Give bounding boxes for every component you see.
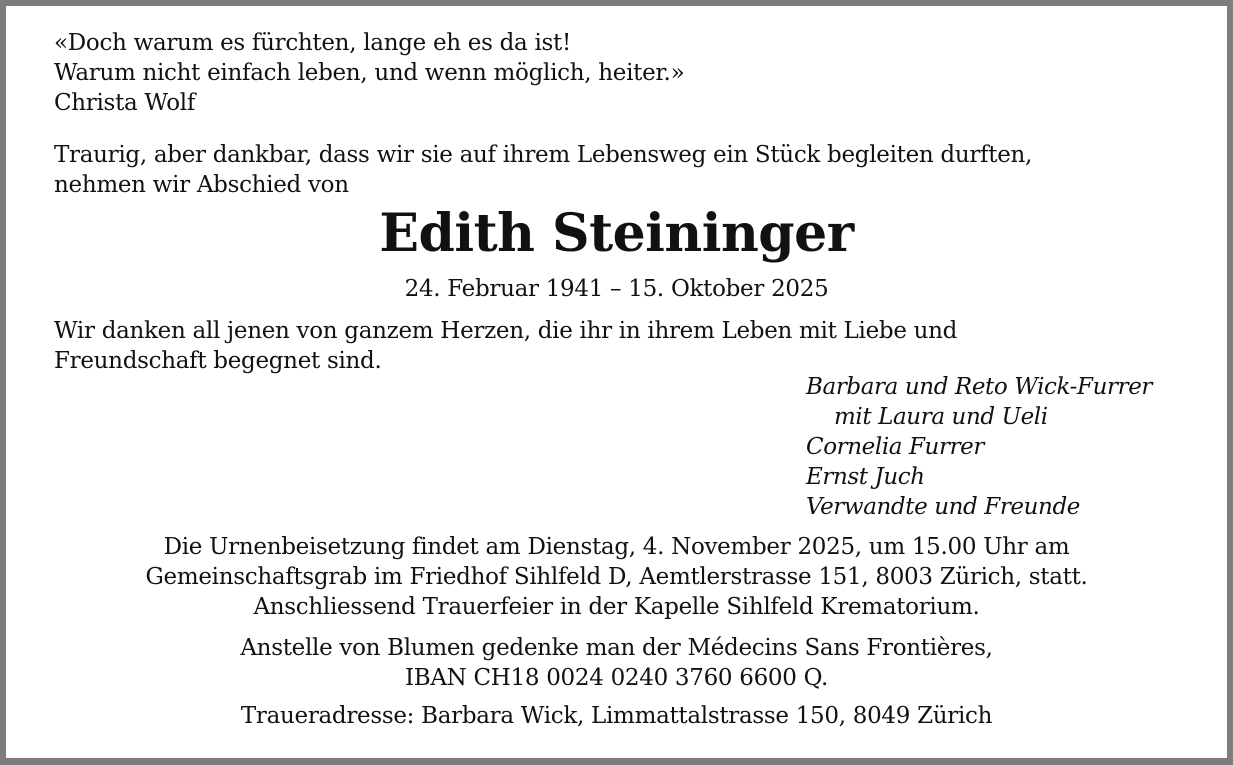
donation-iban: IBAN CH18 0024 0240 3760 6600 Q. (404, 665, 829, 691)
thanks-text (54, 316, 957, 376)
mourner-entry: Verwandte und Freunde (806, 494, 1080, 520)
intro-line-1: Traurig, aber dankbar, dass wir sie auf ihrem Lebensweg ein Stück begleiten durften, (54, 142, 1033, 168)
intro-text (54, 140, 1032, 200)
donation-line-1: Anstelle von Blumen gedenke man der Médecins Sans Frontières, (240, 635, 993, 661)
deceased-name: Edith Steininger (379, 203, 854, 264)
mourner-entry: Barbara und Reto Wick-Furrer (806, 374, 1152, 400)
mourning-address: Traueradresse: Barbara Wick, Limmattalstrasse 150, 8049 Zürich (240, 703, 993, 729)
intro-line-2: nehmen wir Abschied von (54, 172, 349, 198)
mourners-list (806, 372, 1152, 522)
epigraph-quote (54, 28, 684, 118)
obituary-notice (6, 6, 1227, 758)
thanks-line-1: Wir danken all jenen von ganzem Herzen, die ihr in ihrem Leben mit Liebe und (54, 318, 958, 344)
mourner-entry: mit Laura und Ueli (834, 404, 1048, 430)
quote-line-1: «Doch warum es fürchten, lange eh es da ist! (54, 30, 571, 56)
burial-line-1: Die Urnenbeisetzung findet am Dienstag, 4. November 2025, um 15.00 Uhr am (163, 534, 1070, 560)
quote-line-2: Warum nicht einfach leben, und wenn möglich, heiter.» (54, 60, 685, 86)
mourner-entry: Cornelia Furrer (806, 434, 984, 460)
burial-line-3: Anschliessend Trauerfeier in der Kapelle Sihlfeld Krematorium. (253, 594, 980, 620)
thanks-line-2: Freundschaft begegnet sind. (54, 348, 382, 374)
mourner-entry: Ernst Juch (806, 464, 925, 490)
donation-info (6, 633, 1227, 693)
burial-info (6, 532, 1227, 622)
burial-line-2: Gemeinschaftsgrab im Friedhof Sihlfeld D, Aemtlerstrasse 151, 8003 Zürich, statt. (145, 564, 1088, 590)
quote-author: Christa Wolf (54, 90, 196, 116)
life-dates: 24. Februar 1941 – 15. Oktober 2025 (404, 276, 829, 302)
